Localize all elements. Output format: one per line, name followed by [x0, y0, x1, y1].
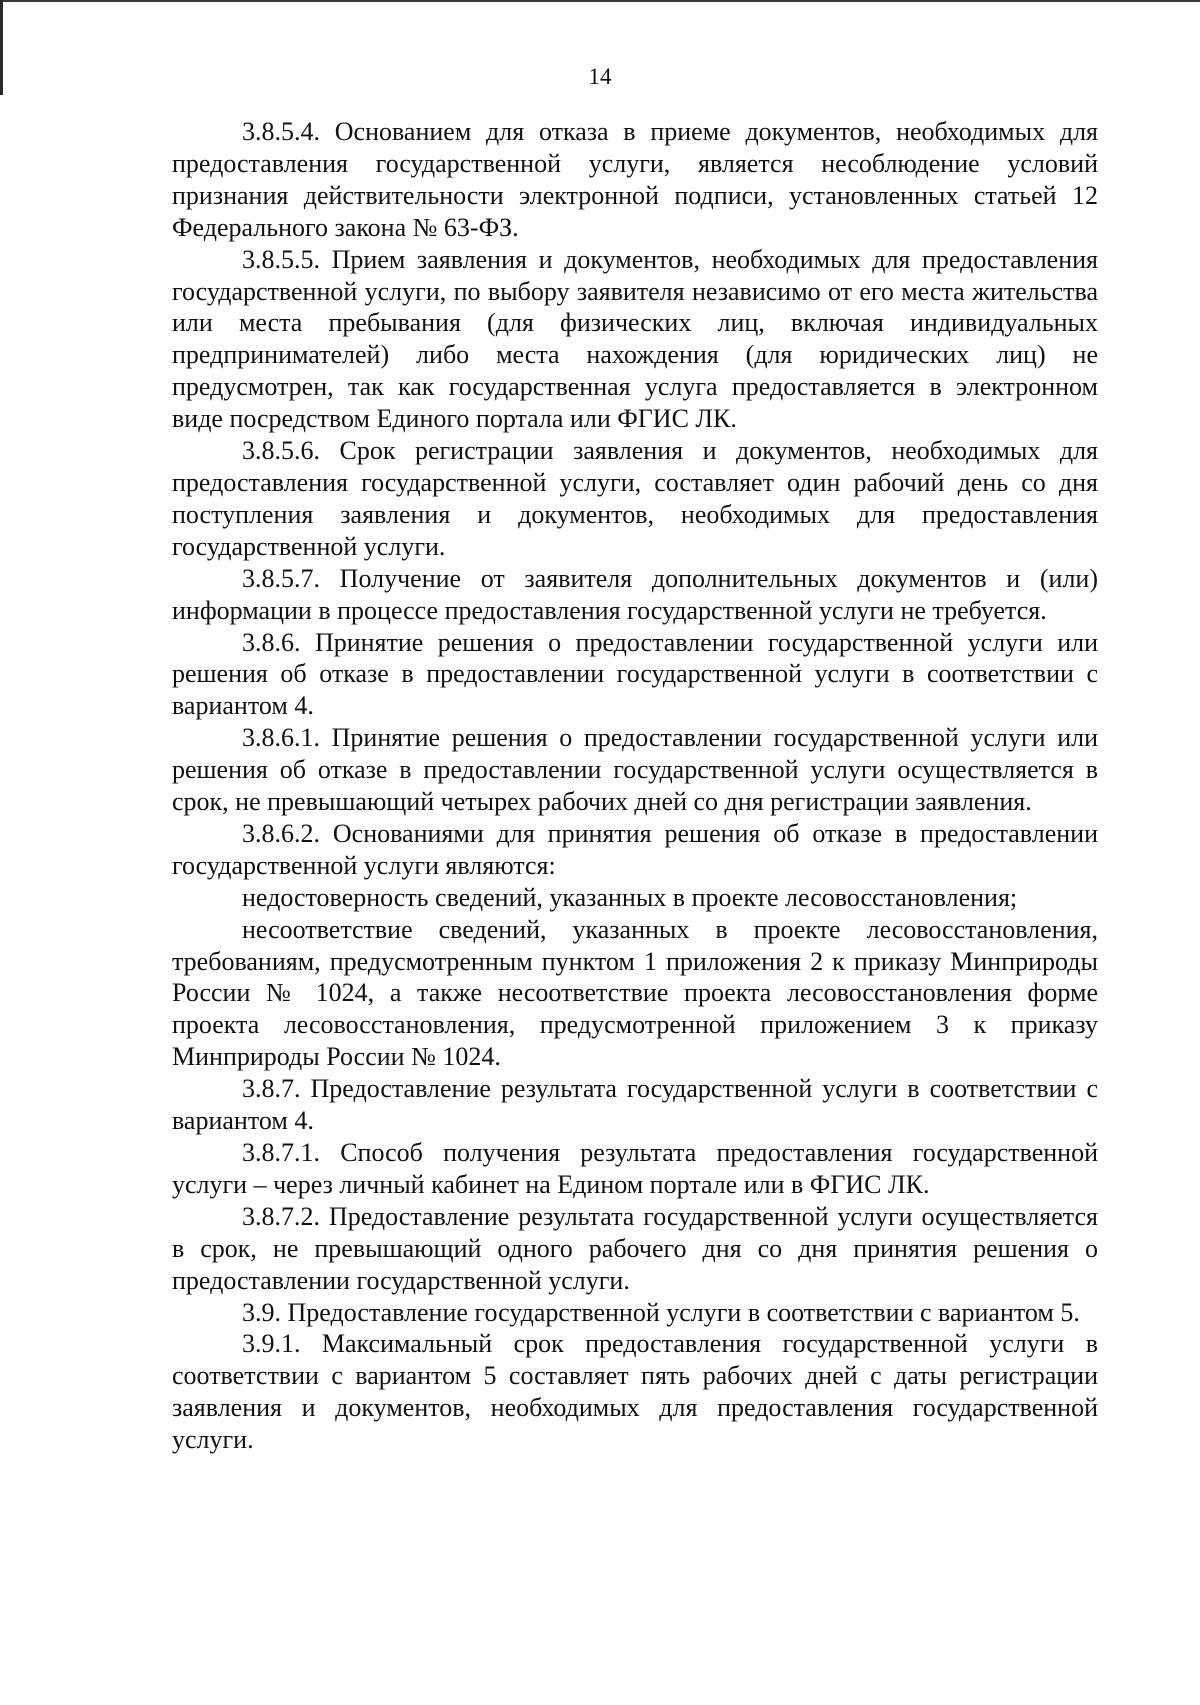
paragraph-3-8-6-1: 3.8.6.1. Принятие решения о предоставлении государственной услуги или решения об отказе в предоставлении государственной услуги осуществляется в срок, не превышающий четырех рабочих дней со дня регистрации заявления.	[172, 723, 1098, 817]
scan-edge-top	[0, 0, 1200, 2]
refusal-ground-1: недостоверность сведений, указанных в проекте лесовосстановления;	[242, 882, 1018, 912]
paragraph-3-8-7-1: 3.8.7.1. Способ получения результата предоставления государственной услуги – через личный кабинет на Едином портале или в ФГИС ЛК.	[172, 1138, 1098, 1199]
paragraph-3-8-7-2: 3.8.7.2. Предоставление результата государственной услуги осуществляется в срок, не превышающий одного рабочего дня со дня принятия решения о предоставлении государственной услуги.	[172, 1201, 1098, 1295]
paragraph-3-9-1: 3.9.1. Максимальный срок предоставления государственной услуги в соответствии с вариантом 5 составляет пять рабочих дней с даты регистрации заявления и документов, необходимых для предоставления государственной услуги.	[172, 1329, 1098, 1455]
paragraph-3-8-5-4: 3.8.5.4. Основанием для отказа в приеме документов, необходимых для предоставления государственной услуги, является несоблюдение условий признания действительности электронной подписи, установленных статьей 12 Федерального закона № 63-ФЗ.	[172, 117, 1098, 242]
paragraph-3-8-7: 3.8.7. Предоставление результата государственной услуги в соответствии с вариантом 4.	[172, 1074, 1098, 1136]
document-body	[172, 116, 1098, 1456]
paragraph-3-8-5-6: 3.8.5.6. Срок регистрации заявления и документов, необходимых для предоставления государственной услуги, составляет один рабочий день со дня поступления заявления и документов, необходимых для предоставления государственной услуги.	[172, 436, 1098, 561]
paragraph-3-8-5-5: 3.8.5.5. Прием заявления и документов, необходимых для предоставления государственной услуги, по выбору заявителя независимо от его места жительства или места пребывания (для физических лиц, включая индивидуальных предпринимателей) либо места нахождения (для юридических лиц) не предусмотрен, так как государственная услуга предоставляется в электронном виде посредством Единого портала или ФГИС ЛК.	[172, 244, 1098, 434]
refusal-ground-2: несоответствие сведений, указанных в проекте лесовосстановления, требованиям, предусмотренным пунктом 1 приложения 2 к приказу Минприроды России № 1024, а также несоответствие проекта лесовосстановления форме проекта лесовосстановления, предусмотренной приложением 3 к приказу Минприроды России № 1024.	[172, 914, 1098, 1072]
paragraph-3-8-6: 3.8.6. Принятие решения о предоставлении государственной услуги или решения об отказе в предоставлении государственной услуги в соответствии с вариантом 4.	[172, 627, 1098, 721]
paragraph-3-8-5-7: 3.8.5.7. Получение от заявителя дополнительных документов и (или) информации в процессе предоставления государственной услуги не требуется.	[172, 563, 1098, 625]
page-number: 14	[588, 64, 612, 89]
paragraph-3-8-6-2: 3.8.6.2. Основаниями для принятия решения об отказе в предоставлении государственной услуги являются:	[172, 818, 1098, 880]
paragraph-3-9: 3.9. Предоставление государственной услуги в соответствии с вариантом 5.	[242, 1297, 1080, 1327]
